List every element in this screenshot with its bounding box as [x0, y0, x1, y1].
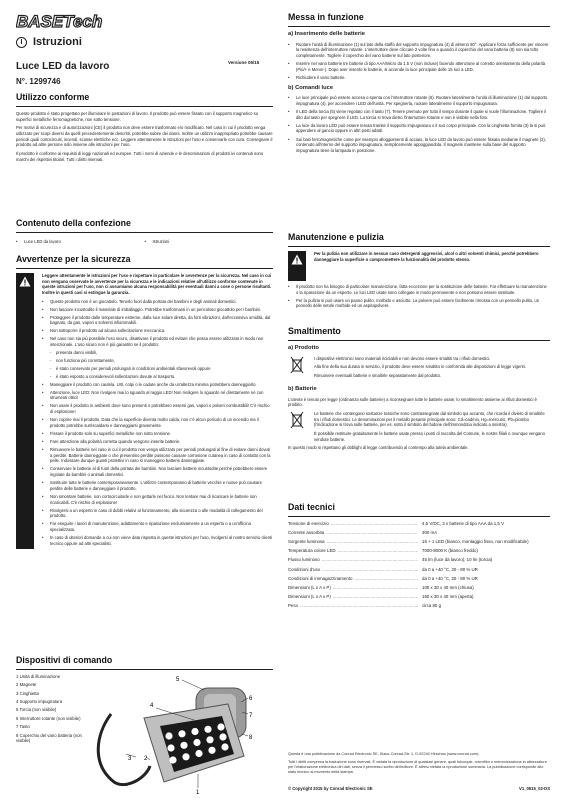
warning-bar [288, 251, 306, 281]
tech-value: 300 mA [418, 530, 437, 536]
disposal-b-outro: In questo modo si rispettano gli obblighi di legge contribuendo al contempo alla tutela ambientale. [288, 445, 469, 451]
safety-item: • Fissare il prodotto solo su superfici metalliche non sotto tensione. [42, 431, 273, 437]
crossed-bin-icon [290, 411, 304, 429]
disposal-section [288, 326, 550, 454]
led-dot [167, 744, 174, 751]
safety-item: • Fare attenzione alla polarità corretta quando vengono inserite batterie. [42, 439, 273, 445]
disposal-battery-para: Le batterie che contengono sostanze tossiche sono contrassegnate dal simbolo qui accanto, che ricorda il divieto di smaltirle tra i rifiuti domestici. Le denominazioni per il metallo pesante principale sono: Cd=cadmio, Hg=mercurio, Pb=piombo (l'indicazione si trova sulle batterie, per es. sotto il simbolo del bidone dell'immondizia indicato a sinistra). [314, 410, 545, 428]
control-item: 1 Unità di illuminazione [16, 674, 86, 680]
callout-6: 6 [249, 695, 253, 702]
safety-item: • Conservare le batterie al di fuori della portata dei bambini. Non lasciare batterie incustodite perché potrebbero essere ingoiate da bambini o animali domestici. [42, 466, 273, 477]
control-item: 8 Coperchio del vano batteria (non visibile) [16, 733, 86, 745]
safety-warning-block [16, 273, 273, 549]
tech-key: Condizioni di immagazzinamento ..... [288, 576, 418, 582]
tech-value: 4,5 V/DC, 3 x batterie di tipo AAA da 1,5 V [418, 521, 504, 527]
safety-dash-item: - è stato conservato per periodi prolungati in condizioni ambientali sfavorevoli oppure [50, 366, 273, 372]
led-dot [182, 753, 189, 760]
tech-row [288, 530, 550, 536]
controls-list [16, 674, 86, 794]
intended-use-title: Utilizzo conforme [16, 92, 273, 107]
safety-item: • Non smontare batterie, non cortocircuitarle e non gettarle nel fuoco. Non tentare mai di ricaricare le batterie non ricaricabili. C'è rischio di esplosione! [42, 494, 273, 505]
instructions-label: Istruzioni [33, 36, 82, 48]
safety-list [42, 382, 273, 547]
safety-warning-text [42, 273, 273, 549]
footer-section [288, 752, 550, 779]
operation-section [288, 12, 550, 156]
callout-7: 7 [249, 712, 253, 719]
callout-4: 4 [150, 702, 154, 709]
controls-section [16, 655, 273, 794]
product-title: Luce LED da lavoro [16, 61, 110, 72]
safety-item: • In caso di ulteriori domande a cui non viene data risposta in queste istruzioni per l'uso, rivolgersi al nostro servizio clienti tecnico oppure ad altri specialisti. [42, 535, 273, 546]
product-number: N°. 1299746 [16, 77, 61, 86]
safety-item: • Maneggiare il prodotto con cautela. Urti, colpi o le cadute anche da un'altezza minima potrebbero danneggiarlo. [42, 382, 273, 388]
disposal-product-para: I dispositivi elettronici sono materiali riciclabili e non devono essere smaltiti tra i rifiuti domestici. [314, 355, 491, 361]
disposal-battery-block [288, 411, 550, 445]
controls-title: Dispositivi di comando [16, 655, 273, 670]
safety-item: • Non lasciare incustodito il materiale di imballaggio. Potrebbe trasformarsi in un pericoloso giocattolo per i bambini. [42, 307, 273, 313]
led-dot [208, 747, 215, 754]
control-item: 5 Torcia (non visibile) [16, 707, 86, 713]
tech-key: Corrente assorbita ..... [288, 530, 418, 536]
tech-section [288, 502, 550, 612]
disposal-battery-para: È possibile restituire gratuitamente le batterie usate presso i punti di raccolta del Comune, le nostre filiali o ovunque vengano vendute batterie. [314, 430, 545, 442]
disposal-product-block [288, 356, 550, 382]
package-title: Contenuto della confezione [16, 218, 273, 233]
led-dot [180, 742, 187, 749]
tech-row [288, 548, 550, 554]
safety-item: • Far eseguire i lavori di manutenzione, adattamento e riparazione esclusivamente a un esperto o a un'officina specializzata. [42, 521, 273, 532]
safety-intro: Leggere attentamente le istruzioni per l'uso e rispettare in particolare le avvertenze per la sicurezza. Nel caso in cui non vengano osservate le avvertenze per la sicurezza e le indicazioni relative all'utilizzo conforme contenute in queste istruzioni per l'uso, non ci assumiamo alcuna responsabilità per eventuali danni a cose o persone risultanti. Inoltre in questi casi si estingue la garanzia. [42, 272, 272, 295]
safety-item: • Non coprire mai il prodotto. Data che la superficie diventa molto calda, non c'è alcun pericolo di un incendio ma il prodotto potrebbe surriscaldarsi e danneggiarsi gravemente. [42, 417, 273, 428]
callout-5: 5 [176, 676, 180, 683]
controls-body [16, 674, 273, 794]
led-dot [169, 756, 176, 763]
svg-text:BASETech: BASETech [16, 12, 103, 31]
intended-use-p1: Questo prodotto è stato progettato per illuminare le postazioni di lavoro. Il prodotto può essere fissato con il supporto magnetico su superfici metalliche ferromagnetiche, non sotto tensione. [16, 110, 259, 122]
operation-a-item: • Ruotare l'unità di illuminazione (1) sul lato della staffa del supporto impugnatura (4) di almeno 90°. Applicare forza sufficiente per vincere la resistenza dell'interruttore rotante. L'interruttore deve cliccare 2 volte fino a quando il coperchio del vano batteria (8) non sia tolto completamente. Togliere il coperchio del vano batterie sul lato posteriore. [288, 42, 550, 59]
callout-8: 8 [249, 734, 253, 741]
tech-row [288, 594, 550, 600]
led-dot [178, 730, 185, 737]
operation-b-item: • La luce da lavoro LED può essere tenuta tramite il supporto impugnatura o il suo corpo principale. Con la cinghietta fornita (3) la si può appendere al gancio oppure in altri posti adatti. [288, 123, 550, 134]
led-dot [219, 733, 226, 740]
tech-row [288, 557, 550, 563]
disposal-a-title: a) Prodotto [288, 344, 319, 351]
safety-title: Avvertenze per la sicurezza [16, 254, 273, 269]
safety-item: • Non sottoporre il prodotto ad alcuna sollecitazione meccanica. [42, 328, 273, 334]
tech-value: 7000-8000 K (bianco freddo) [418, 548, 478, 554]
callout-3: 3 [128, 755, 132, 762]
safety-item: • Rivolgersi a un esperto in caso di dubbi relativi al funzionamento, alla sicurezza o alle modalità di collegamento del prodotto. [42, 508, 273, 519]
tech-value: da 0 a +40 °C, 20 - 80 % UR [418, 576, 478, 582]
warning-bar [16, 273, 34, 549]
intended-use-p2: Per motivi di sicurezza e di autorizzazioni (CE) il prodotto non deve essere trasformato e/o modificato. Nel caso in cui il prodotto venga utilizzato per scopi diversi da quelli precedentemente descritti, potrebbe subire dei danni. Inoltre un utilizzo inappropriato potrebbe causare pericoli quali cortocircuiti, incendi, scosse elettriche ecc. Leggere attentamente le istruzioni per l'uso e conservarle con cura. Consegnare il prodotto ad altre persone solo insieme alle istruzioni per l'uso. [16, 125, 273, 148]
tech-key: Tensione di esercizio ..... [288, 521, 418, 527]
led-dot [206, 736, 213, 743]
safety-dash-list [50, 350, 273, 379]
tech-key: Dimensioni (L x A x P) ..... [288, 594, 418, 600]
tech-key: Flusso luminoso ..... [288, 557, 418, 563]
tech-value: da 0 a +40 °C, 20 - 80 % UR [418, 567, 478, 573]
disposal-b-title: b) Batterie [288, 385, 317, 392]
tech-title: Dati tecnici [288, 502, 550, 517]
operation-a-item: • Inserire nel vano batterie tre batterie di tipo AAA/Micro da 1,5 V (non incluse) facendo attenzione al corretto orientamento della polarità (Più/+ e Meno/-). Dopo aver inserito le batterie, si accende la luce principale delle 15 luci a LED. [288, 61, 550, 72]
basetech-logo [16, 11, 106, 31]
safety-item: • Non usare il prodotto in ambienti dove sono presenti o potrebbero essersi gas, vapori o polveri combustibili! C'è rischio di esplosione! [42, 403, 273, 414]
tech-row [288, 585, 550, 591]
copyright-row [288, 786, 550, 792]
maintenance-warning-text: Per la pulizia non utilizzare in nessun caso detergenti aggressivi, alcol o altri solventi chimici, perché potrebbero danneggiare la superficie o compromettere la funzionalità del prodotto stesso. [314, 250, 539, 262]
control-item: 7 Tasto [16, 724, 86, 730]
tech-row [288, 603, 550, 609]
callout-2: 2 [144, 755, 148, 762]
callout-1: 1 [196, 789, 200, 794]
package-section [16, 218, 273, 245]
maintenance-warning [288, 251, 550, 281]
safety-list [42, 299, 273, 348]
operation-b-title: b) Comandi luce [288, 84, 334, 91]
maintenance-title: Manutenzione e pulizia [288, 232, 550, 247]
safety-item: • Sostituire tutte le batterie contemporaneamente. L'utilizzo contemporaneo di batterie vecchie e nuove può causare perdite delle batterie e danneggiare il prodotto. [42, 480, 273, 491]
tech-value: 45 lm (luce da lavoro), 10 lm (torcia) [418, 557, 492, 563]
operation-b-item: • Le luce principale può essere accesa o spenta con l'interruttore rotante (6). Ruotare lateralmente l'unità di illuminazione (1) dal supporto impugnatura (4), per accendere i LED dell'unità. Per spegnerla, ruotare lateralmente il supporto impugnatura. [288, 95, 550, 106]
safety-section [16, 254, 273, 549]
tech-key: Temperatura colore LED ..... [288, 548, 418, 554]
disposal-product-text [314, 356, 550, 382]
maintenance-section [288, 232, 550, 311]
safety-item: • Proteggere il prodotto dalle temperature estreme, dalla luce solare diretta, da forti vibrazioni, dall'eccessiva umidità, dal bagnato, da gas, vapori o solventi infiammabili. [42, 315, 273, 326]
tech-row [288, 539, 550, 545]
tech-table [288, 521, 550, 609]
safety-item: • Nel caso non sia più possibile l'uso sicuro, disattivare il prodotto ed evitare che possa essere utilizzato in modo non intenzionale. L'uso sicuro non è più garantito se il prodotto: [42, 336, 273, 347]
tech-value: 15 + 1 LED (bianco, montaggio fisso, non modificabile) [418, 539, 529, 545]
control-item: 6 Interruttore rotante (non visibile) [16, 716, 86, 722]
safety-item: • Questo prodotto non è un giocattolo. Tenerlo fuori dalla portata dei bambini e degli animali domestici. [42, 299, 273, 305]
safety-item: • Attenzione, luce LED: Non rivolgere mai lo sguardo al raggio LED! Non rivolgere lo sguardo né direttamente né con strumenti ottici! [42, 390, 273, 401]
instructions-heading [16, 35, 82, 50]
device-illustration [86, 674, 256, 794]
tech-value: 105 x 30 x 40 mm (chiusa) [418, 585, 474, 591]
tech-row [288, 521, 550, 527]
warning-triangle-icon [19, 276, 31, 287]
led-dot [221, 743, 228, 750]
package-item: • Istruzioni [145, 239, 274, 245]
doc-code: V1_0515_02-DS [519, 786, 550, 791]
bin-icon-box [288, 356, 306, 382]
led-dot [217, 723, 224, 730]
version-label: Versione 05/15 [228, 60, 260, 65]
maintenance-list [288, 284, 550, 309]
tech-key: Condizioni d'uso ..... [288, 567, 418, 573]
operation-b-item: • Il LED della torcia (5) viene regolato con il tasto (7). Tenere premuto per tutto il tempo durante il quale si vuole l'illuminazione. Togliere il dito dal tasto per spegnere il LED. La torcia si trova dietro l'interruttore rotante e non è visibile nella foto. [288, 109, 550, 120]
led-dot [165, 732, 172, 739]
led-dot [195, 750, 202, 757]
intended-use-section [16, 92, 273, 165]
safety-dash-item: - presenta danni visibili, [50, 350, 273, 356]
tech-key: Peso ..... [288, 603, 418, 609]
operation-a-item: • Richiudere il vano batterie. [288, 75, 550, 81]
safety-dash-item: - non funziona più correttamente, [50, 358, 273, 364]
strap-shape [98, 714, 150, 785]
tech-key: Sorgente luminosa ..... [288, 539, 418, 545]
tech-row [288, 567, 550, 573]
disposal-b-intro: L'utente è tenuto per legge (ordinanza sulle batterie) a riconsegnare tutte le batterie usate; lo smaltimento assieme ai rifiuti domestici è proibito. [288, 396, 537, 408]
tech-value: 160 x 30 x 40 mm (aperta) [418, 594, 474, 600]
disposal-product-para: Alla fine della sua durata in servizio, il prodotto deve essere smaltito in conformità alle disposizioni di legge vigenti. [314, 364, 526, 370]
disposal-battery-text [314, 411, 550, 445]
control-item: 3 Cinghietta [16, 691, 86, 697]
disposal-product-para: Rimuovere eventuali batterie e smaltirle separatamente dal prodotto. [314, 373, 442, 379]
maintenance-item: • Per la pulizia si può usare un panno pulito, morbido e asciutto. La polvere può essere facilmente rimossa con un pennello pulito, un pennello delle setole morbide ed un aspirapolvere. [288, 298, 550, 309]
tech-value: circa 80 g [418, 603, 441, 609]
tech-row [288, 576, 550, 582]
maintenance-item: • Il prodotto non ha bisogno di particolare manutenzione, fatta eccezione per la sostituzione delle batterie. Far effettuare la manutenzione o la riparazione da un esperto. Le luci LED usate sono collegate in modo permanente e non possono essere sostituite. [288, 284, 550, 295]
warning-triangle-icon [291, 254, 303, 265]
led-dot [193, 739, 200, 746]
package-list [16, 239, 273, 245]
intended-use-p3: Il prodotto è conforme ai requisiti di leggi nazionali ed europee. Tutti i nomi di aziende e le denominazioni di prodotti ivi contenuti sono marchi dei rispettivi titolari. Tutti i diritti riservati. [16, 150, 264, 162]
footer-text1: Questa è una pubblicazione da Conrad Electronic SE, Klaus-Conrad-Str. 1, D-92240 Hirschau (www.conrad.com). [288, 752, 480, 756]
copyright-text: © Copyright 2015 by Conrad Electronic SE [288, 786, 373, 791]
info-circle-icon: I [16, 37, 27, 48]
tech-key: Dimensioni (L x A x P) ..... [288, 585, 418, 591]
control-item: 4 Supporto impugnatura [16, 699, 86, 705]
operation-b-list [288, 95, 550, 153]
operation-a-title: a) Inserimento delle batterie [288, 30, 365, 37]
safety-item: • Rimuovere le batterie nel caso in cui il prodotto non venga utilizzato per periodi prolungati al fine di evitare danni dovuti a perdite. Batterie danneggiate o che presentino perdite possono causare corrosione cutanea in caso di contatto con la pelle. Indossare dunque guanti protettivi in caso si maneggino batterie danneggiate. [42, 447, 273, 464]
led-dot [191, 728, 198, 735]
operation-a-list [288, 42, 550, 81]
bin-icon-box [288, 411, 306, 445]
footer-text2: Tutti i diritti compresa la traduzione sono riservati. È vietata la riproduzione di qualsiasi genere, quali fotocopie, microfilm o memorizzazione in attrezzature per l'elaborazione elettronica dei dati, senza il permesso scritto dell'editore. È altresì vietata la riproduzione sommaria. La pubblicazione corrisponde allo stato tecnico al momento della stampa. [288, 760, 547, 775]
control-item: 2 Magnete [16, 682, 86, 688]
package-item: • Luce LED da lavoro [16, 239, 145, 245]
operation-title: Messa in funzione [288, 12, 550, 27]
crossed-bin-icon [290, 356, 304, 374]
led-dot [204, 726, 211, 733]
disposal-title: Smaltimento [288, 326, 550, 341]
safety-dash-item: - è stato esposto a considerevoli sollecitazioni dovute al trasporto. [50, 374, 273, 380]
operation-b-item: • Sui basi ferromagnetiche come per esempio alloggiamenti di acciaio, la luce LED da lavoro può essere fissata mediante il magnete (2), contenuto all'interno del supporto impugnatura, semplicemente appoggiandola. Il magnete mantiene sulla base del supporto impugnatura tiene la lampada in posizione. [288, 137, 550, 154]
